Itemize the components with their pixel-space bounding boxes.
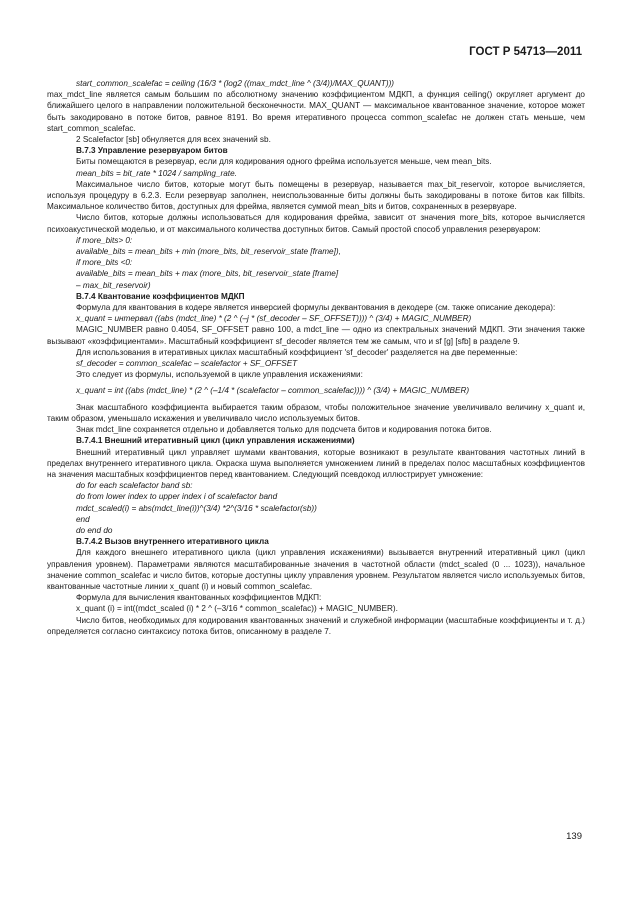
document-body xyxy=(47,78,585,637)
formula-x-quant-i: x_quant (i) = int((mdct_scaled (i) * 2 ^ (–3/16 * common_scalefac)) + MAGIC_NUMBER). xyxy=(76,604,398,614)
section-heading: B.7.4.1 Внешний итеративный цикл (цикл управления искажениями) xyxy=(76,436,355,446)
formula-sf-decoder: sf_decoder = common_scalefac – scalefactor + SF_OFFSET xyxy=(76,359,298,369)
formula-mean-bits: mean_bits = bit_rate * 1024 / sampling_rate. xyxy=(76,168,237,178)
formula-x-quant-int: x_quant = int ((abs (mdct_line) * (2 ^ (–1/4 * (scalefactor – common_scalefac)))) ^ (3/4) + MAGIC_NUMBER) xyxy=(76,386,470,396)
code-line: available_bits = mean_bits + min (more_bits, bit_reservoir_state [frame]), xyxy=(76,247,341,257)
section-heading: B.7.4.2 Вызов внутреннего итеративного цикла xyxy=(76,537,269,547)
code-line: end xyxy=(76,514,90,524)
section-heading: B.7.4 Квантование коэффициентов МДКП xyxy=(76,291,245,301)
paragraph: Максимальное число битов, которые могут быть помещены в резервуар, называется max_bit_reservoir, которое вычисляется, используя процедуру в 6.2.3. Если резервуар заполнен, неиспользованные биты должны быть закодированы в потоке битов как fillbits. Максимальное количество битов, доступных для фрейма, является суммой mean_bits и битов, сохраненных в резервуаре. xyxy=(47,179,585,212)
paragraph: Для каждого внешнего итеративного цикла (цикл управления искажениями) вызывается внутренний итеративный цикл (цикл управления уровнем). Параметрами являются масштабированные значения в частотной области (mdct_scaled (0 ... 1023)), начальное значение common_scalefac и число битов, которые доступны циклу управления уровнем. Результатом является число используемых битов, квантованные частотные линии x_quant (i) и новый common_scalefac. xyxy=(47,548,585,591)
paragraph: Это следует из формулы, используемой в цикле управления искажениями: xyxy=(76,370,363,380)
code-line: do for each scalefactor band sb: xyxy=(76,481,193,491)
section-heading: B.7.3 Управление резервуаром битов xyxy=(76,146,228,156)
code-line: available_bits = mean_bits + max (more_bits, bit_reservoir_state [frame] xyxy=(76,269,339,279)
paragraph: Формула для вычисления квантованных коэффициентов МДКП: xyxy=(76,593,322,603)
code-line: – max_bit_reservoir) xyxy=(76,280,151,290)
code-line: mdct_scaled(i) = abs(mdct_line(i))^(3/4) *2^(3/16 * scalefactor(sb)) xyxy=(76,503,317,513)
paragraph: Знак масштабного коэффициента выбирается таким образом, чтобы положительное значение увеличивало величину x_quant и, таким образом, уменьшало искажения и увеличивало число используемых битов. xyxy=(47,402,585,423)
formula-x-quant: x_quant = интервал ((abs (mdct_line) * (2 ^ (–j * (sf_decoder – SF_OFFSET)))) ^ (3/4) + MAGIC_NUMBER) xyxy=(76,314,472,324)
paragraph: Число битов, которые должны использоваться для кодирования фрейма, зависит от значения more_bits, которое вычисляется психоакустической моделью, и от максимального количества доступных битов. Самый простой способ управления резервуаром: xyxy=(47,213,585,234)
paragraph: max_mdct_line является самым большим по абсолютному значению коэффициентом МДКП, а функция ceiling() округляет аргумент до ближайшего целого в направлении положительной бесконечности. MAX_QUANT — максимальное квантованное значение, которое может быть закодировано в потоке битов, равное 8191. Во время итеративного процесса common_scalefac не должен стать меньше, чем start_common_scalefac. xyxy=(47,90,585,133)
paragraph: Формула для квантования в кодере является инверсией формулы деквантования в декодере (см. также описание декодера): xyxy=(76,303,556,313)
paragraph: Для использования в итеративных циклах масштабный коэффициент 'sf_decoder' разделяется на две переменные: xyxy=(76,347,518,357)
formula-start-common-scalefac: start_common_scalefac = ceiling (16/3 * (log2 ((max_mdct_line ^ (3/4))/MAX_QUANT))) xyxy=(76,79,395,88)
code-line: if more_bits <0: xyxy=(76,258,133,268)
code-line: do from lower index to upper index i of scalefactor band xyxy=(76,492,278,502)
paragraph: 2 Scalefactor [sb] обнуляется для всех значений sb. xyxy=(76,135,271,145)
paragraph: Число битов, необходимых для кодирования квантованных значений и служебной информации (масштабные коэффициенты и т. д.) определяется согласно синтаксису потока битов, описанному в разделе 7. xyxy=(47,615,585,636)
standard-header: ГОСТ Р 54713—2011 xyxy=(469,46,582,58)
code-line: do end do xyxy=(76,525,113,535)
paragraph: Биты помещаются в резервуар, если для кодирования одного фрейма используется меньше, чем mean_bits. xyxy=(76,157,492,167)
paragraph: MAGIC_NUMBER равно 0.4054, SF_OFFSET равно 100, а mdct_line — одно из спектральных значений МДКП. Эти значения также вызывают «коэффициентами». Масштабный коэффициент sf_decoder является тем же самым, что и sf [g] [sfb] в разделе 9. xyxy=(47,325,585,346)
paragraph: Внешний итеративный цикл управляет шумами квантования, которые возникают в результате квантования частотных линий в пределах внутреннего итеративного цикла. Окраска шума выполняется умножением линий в пределах полос масштабных коэффициентов на значения масштабных коэффициентов перед квантованием. Следующий псевдокод иллюстрирует умножение: xyxy=(47,447,585,479)
paragraph: Знак mdct_line сохраняется отдельно и добавляется только для подсчета битов и кодирования потока битов. xyxy=(76,425,492,435)
page-number: 139 xyxy=(566,831,582,842)
code-line: if more_bits> 0: xyxy=(76,235,133,245)
